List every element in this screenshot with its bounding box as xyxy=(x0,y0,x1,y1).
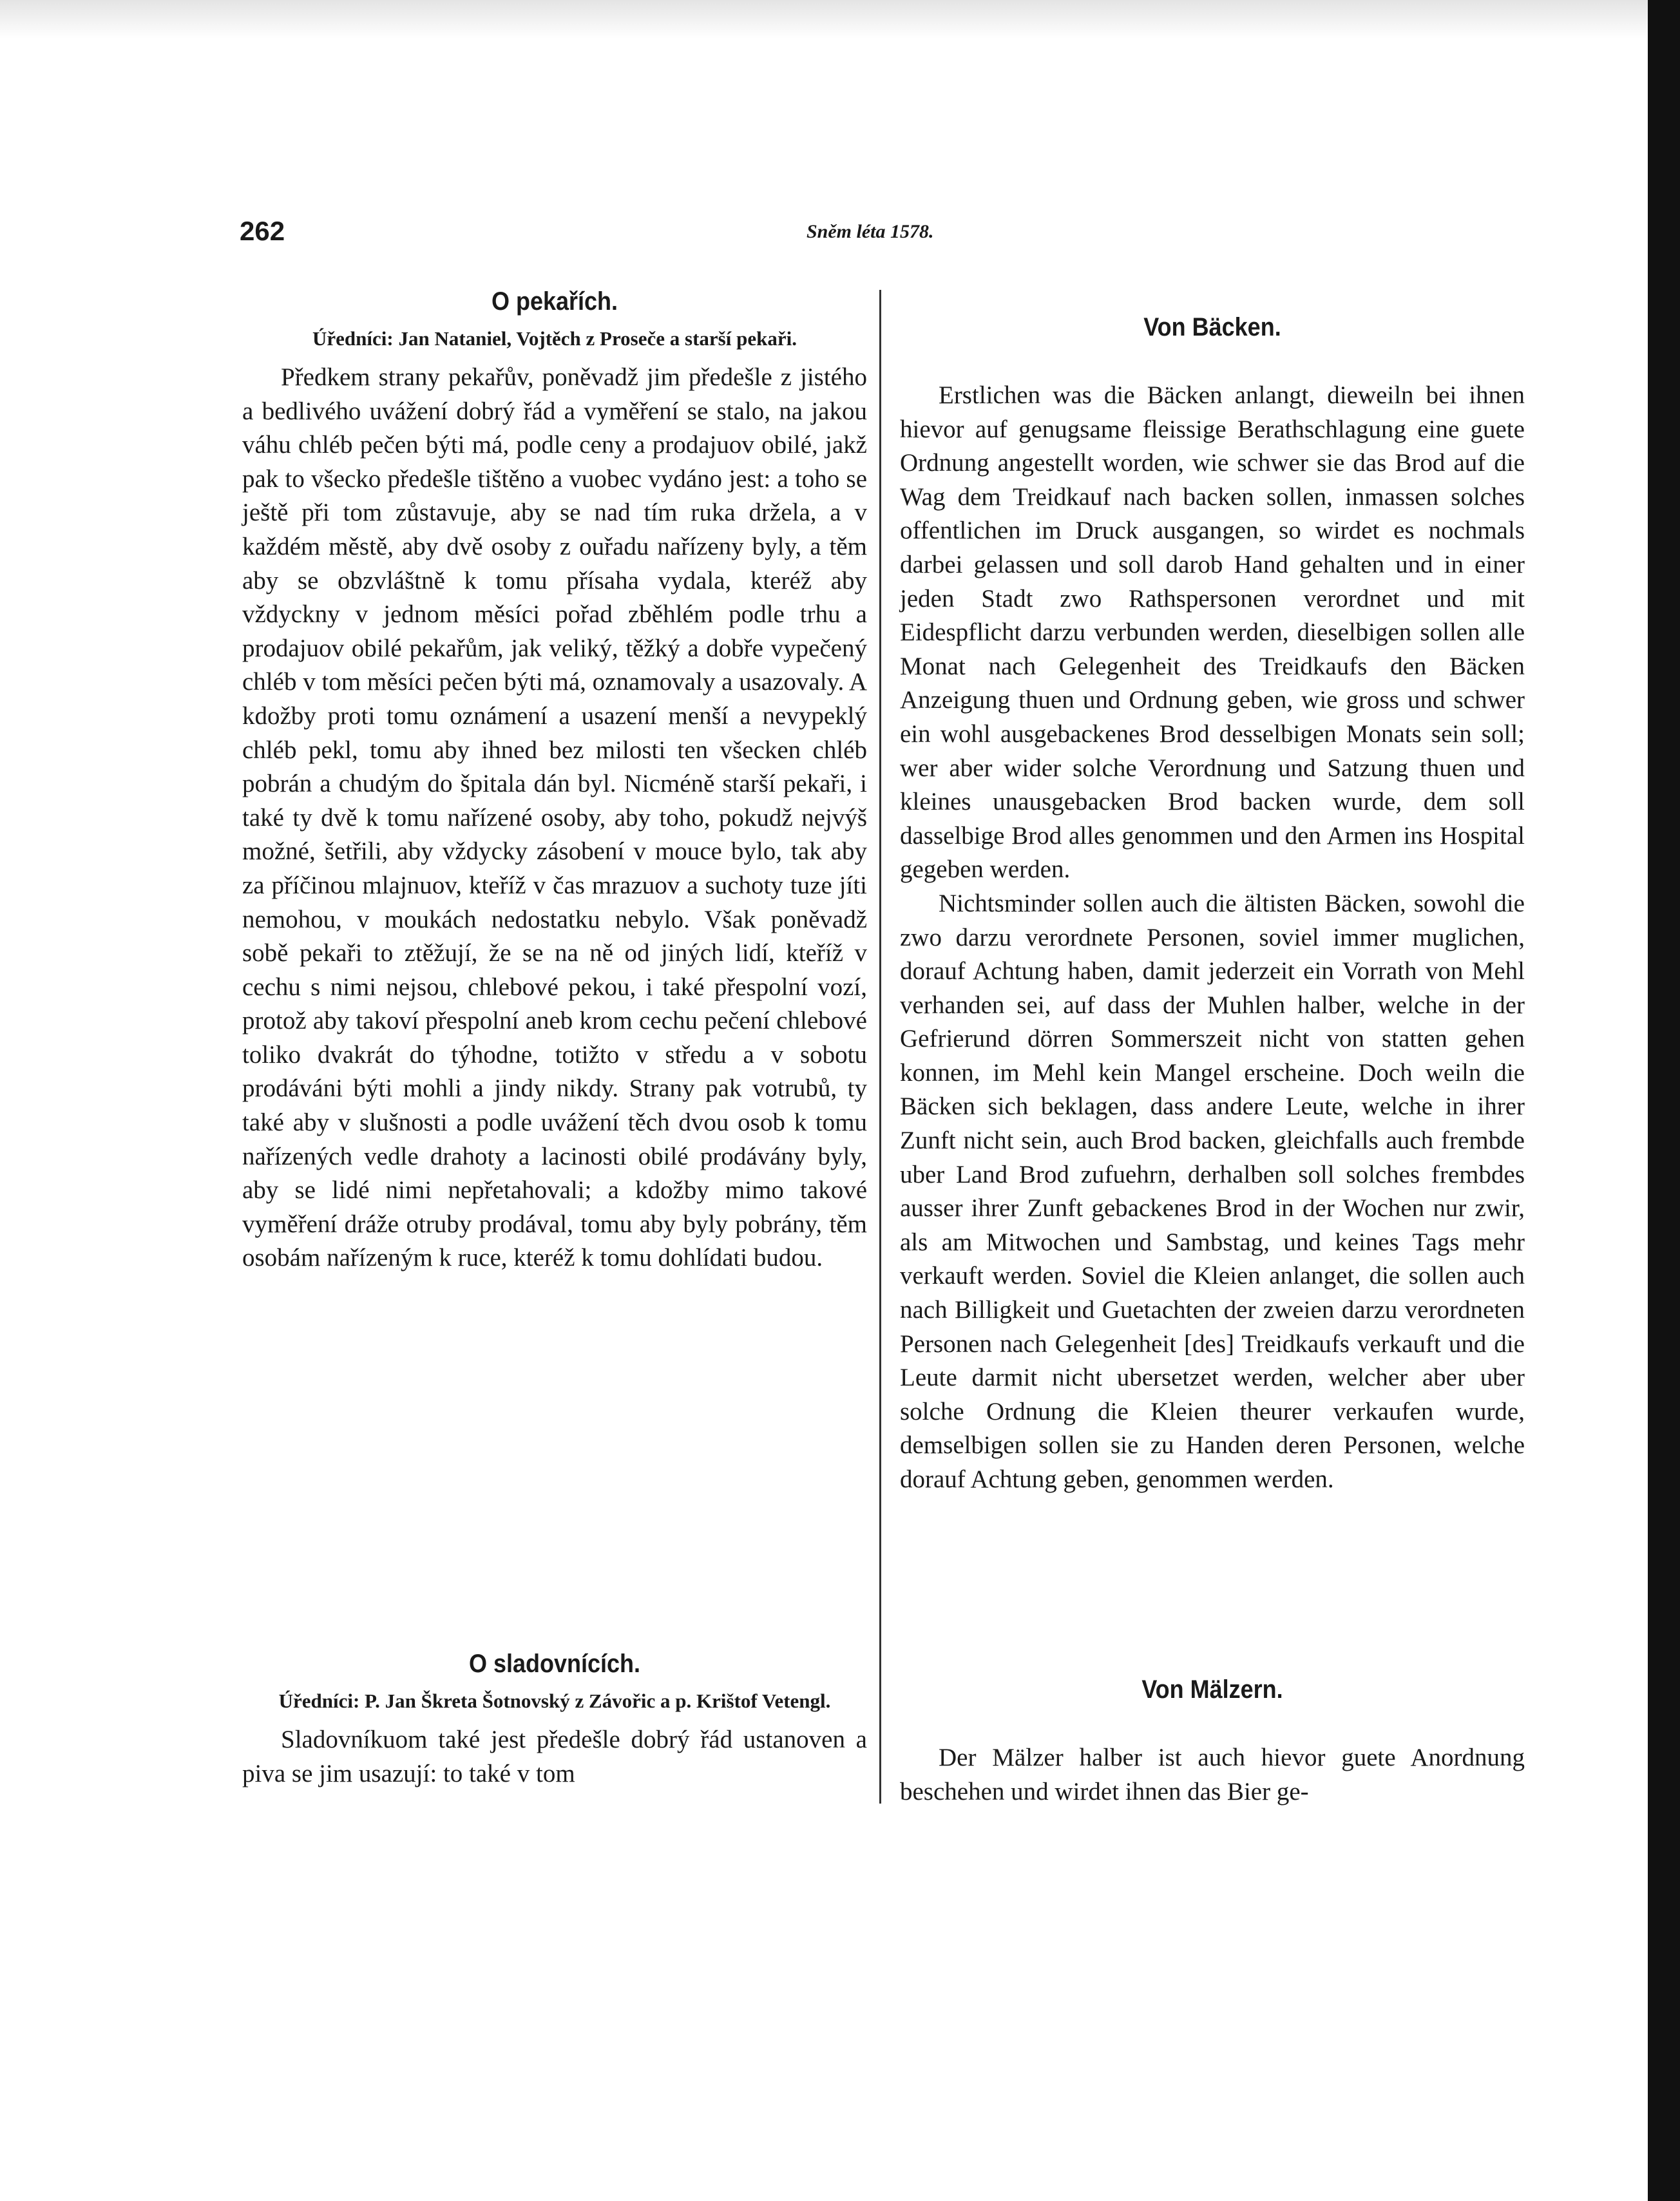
heading-spacer xyxy=(900,352,1525,379)
paragraph-bakers-de-1: Erstlichen was die Bäcken anlangt, dieweiln bei ihnen hievor auf genugsame fleissige Berathschlagung eine guete Ordnung angestellt worden, wie schwer sie das Brod auf die Wag dem Treidkauf nach backen sollen, inmassen solches offentlichen im Druck ausgangen, so wirdet es nochmals darbei gelassen und soll darob Hand gehalten und in einer jeden Stadt zwo Rathspersonen verordnet und mit Eidespflicht darzu verbunden werden, dieselbigen sollen alle Monat nach Gelegenheit des Treidkaufs den Bäcken Anzeigung thuen und Ordnung geben, wie gross und schwer ein wohl ausgebackenes Brod desselbigen Monats sein soll; wer aber wider solche Verordnung und Satzung thuen und kleines unausgebacken Brod backen wurde, dem soll dasselbige Brod alles genommen und den Armen ins Hospital gegeben werden. xyxy=(900,381,1525,884)
column-divider xyxy=(879,290,881,1804)
heading-spacer-2 xyxy=(900,1714,1525,1741)
paragraph-maltsters-de: Der Mälzer halber ist auch hievor guete Anordnung beschehen und wirdet ihnen das Bier ge- xyxy=(900,1744,1525,1806)
left-column-section-bakers xyxy=(242,283,867,1275)
officials-maltsters-cz: Úředníci: P. Jan Škreta Šotnovský z Závořic a p. Krištof Vetengl. xyxy=(278,1690,831,1712)
page-header xyxy=(240,216,1522,254)
section-title-maltsters-cz: O sladovnících. xyxy=(468,1650,641,1678)
paragraph-bakers-cz: Předkem strany pekařův, poněvadž jim předešle z jistého a bedlivého uvážení dobrý řád a vyměření se stalo, na jakou váhu chléb pečen býti má, podle ceny a prodajuov obilé, jakž pak to všecko předešle tištěno a vuobec vydáno jest: a toho se ještě při tom zůstavuje, aby se nad tím ruka držela, a v každém městě, aby dvě osoby z ouřadu nařízeny byly, a těm aby se obzvláštně k tomu přísaha vydala, kteréž aby vždyckny v jednom měsíci pořad zběhlém podle trhu a prodajuov obilé pekařům, jak veliký, těžký a dobře vypečený chléb v tom měsíci pečen býti má, oznamovaly a usazovaly. A kdožby proti tomu oznámení a usazení menší a nevypeklý chléb pekl, tomu aby ihned bez milosti ten všecken chléb pobrán a chudým do špitala dán byl. Nicméně starší pekaři, i také ty dvě k tomu nařízené osoby, aby toho, pokudž nejvýš možné, šetřili, aby vždycky zásobení v mouce bylo, tak aby za příčinou mlajnuov, kteříž v čas mrazuov a suchoty tuze jíti nemohou, v moukách nedostatku nebylo. Však poněvadž sobě pekaři to ztěžují, že se na ně od jiných lidí, kteříž v cechu s nimi nejsou, chlebové pekou, i také přespolní vozí, protož aby takoví přespolní aneb krom cechu pečení chlebové toliko dvakrát do týhodne, totižto v středu a v sobotu prodáváni býti mohli a jindy nikdy. Strany pak votrubů, ty také aby v slušnosti a podle uvážení těch dvou osob k tomu nařízených vedle drahoty a lacinosti obilé prodávány byly, aby se lidé nimi nepřetahovali; a kdožby mimo takové vyměření dráže otruby prodával, tomu aby byly pobrány, těm osobám nařízeným k ruce, kteréž k tomu dohlídati budou. xyxy=(242,363,868,1272)
paragraph-bakers-de-2: Nichtsminder sollen auch die ältisten Bäcken, sowohl die zwo darzu verordnete Personen, soviel immer muglichen, dorauf Achtung haben, damit jederzeit ein Vorrath von Mehl verhanden sei, auf dass der Muhlen halber, welche in der Gefrierund dörren Sommerszeit nicht von statten gehen konnen, im Mehl kein Mangel erscheine. Doch weiln die Bäcken sich beklagen, dass andere Leute, welche in ihrer Zunft nicht sein, auch Brod backen, gleichfalls auch frembde uber Land Brod zufuehrn, derhalben soll solches frembdes ausser ihrer Zunft gebackenes Brod in der Wochen nur zwir, als am Mitwochen und Sambstag, und keines Tags mehr verkauft werden. Soviel die Kleien anlanget, die sollen auch nach Billigkeit und Guetachten der zweien darzu verordneten Personen nach Gelegenheit [des] Treidkaufs verkauft und die Leute darmit nicht ubersetzet werden, welcher aber uber solche Ordnung die Kleien theurer verkaufen wurde, demselbigen sollen sie zu Handen deren Personen, welche dorauf Achtung geben, genommen werden. xyxy=(900,889,1525,1493)
page-edge xyxy=(1648,0,1680,2201)
section-title-bakers-de: Von Bäcken. xyxy=(1143,313,1281,341)
paragraph-maltsters-cz: Sladovníkuom také jest předešle dobrý řád ustanoven a piva se jim usazují: to také v tom xyxy=(242,1726,867,1787)
section-title-bakers-cz: O pekařích. xyxy=(491,287,618,316)
page-number: 262 xyxy=(240,216,285,246)
page-top-shade xyxy=(0,0,1649,39)
section-title-maltsters-de: Von Mälzern. xyxy=(1141,1675,1283,1704)
officials-bakers-cz: Úředníci: Jan Nataniel, Vojtěch z Proseče a starší pekaři. xyxy=(312,327,797,350)
right-column-section-bakers xyxy=(900,309,1525,1497)
running-title: Sněm léta 1578. xyxy=(807,221,934,242)
left-column-section-maltsters xyxy=(242,1646,867,1791)
right-column-section-maltsters xyxy=(900,1672,1525,1809)
